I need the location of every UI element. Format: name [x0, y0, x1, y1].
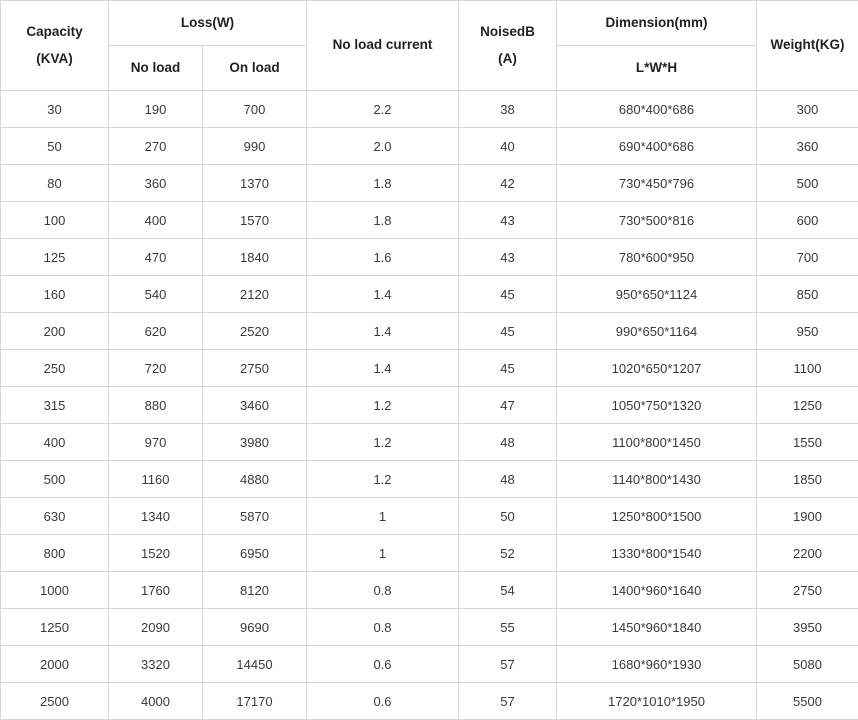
cell-weight: 500: [757, 165, 858, 202]
cell-no-load: 720: [109, 350, 203, 387]
cell-weight: 3950: [757, 609, 858, 646]
table-row: [1, 387, 858, 424]
cell-no-load-current: 0.8: [307, 572, 459, 609]
cell-noise: 45: [459, 350, 557, 387]
cell-noise: 48: [459, 424, 557, 461]
cell-no-load-current: 1.8: [307, 202, 459, 239]
cell-capacity: 250: [1, 350, 109, 387]
cell-noise: 38: [459, 91, 557, 128]
cell-noise: 45: [459, 313, 557, 350]
cell-weight: 2200: [757, 535, 858, 572]
cell-no-load: 1520: [109, 535, 203, 572]
cell-capacity: 2500: [1, 683, 109, 720]
cell-no-load-current: 1.8: [307, 165, 459, 202]
header-capacity: [1, 1, 109, 91]
cell-weight: 360: [757, 128, 858, 165]
header-noise-line1: NoisedB: [459, 24, 556, 41]
table-row: [1, 572, 858, 609]
cell-dimension: 690*400*686: [557, 128, 757, 165]
cell-weight: 5500: [757, 683, 858, 720]
cell-weight: 700: [757, 239, 858, 276]
cell-dimension: 1330*800*1540: [557, 535, 757, 572]
cell-capacity: 630: [1, 498, 109, 535]
cell-weight: 950: [757, 313, 858, 350]
cell-no-load: 540: [109, 276, 203, 313]
cell-capacity: 500: [1, 461, 109, 498]
cell-noise: 52: [459, 535, 557, 572]
table-header: [1, 1, 858, 91]
header-no-load-current: No load current: [307, 1, 459, 91]
cell-capacity: 30: [1, 91, 109, 128]
cell-on-load: 2120: [203, 276, 307, 313]
cell-dimension: 950*650*1124: [557, 276, 757, 313]
header-noise-line2: (A): [459, 51, 556, 68]
cell-on-load: 3980: [203, 424, 307, 461]
table-row: [1, 165, 858, 202]
cell-weight: 2750: [757, 572, 858, 609]
cell-no-load: 190: [109, 91, 203, 128]
cell-no-load: 1160: [109, 461, 203, 498]
cell-noise: 48: [459, 461, 557, 498]
cell-on-load: 1370: [203, 165, 307, 202]
cell-dimension: 1140*800*1430: [557, 461, 757, 498]
cell-noise: 54: [459, 572, 557, 609]
cell-weight: 300: [757, 91, 858, 128]
cell-noise: 47: [459, 387, 557, 424]
cell-capacity: 125: [1, 239, 109, 276]
cell-weight: 600: [757, 202, 858, 239]
cell-no-load-current: 0.6: [307, 646, 459, 683]
header-row-top: [1, 1, 858, 46]
header-capacity-line2: (KVA): [1, 51, 108, 68]
cell-on-load: 5870: [203, 498, 307, 535]
table-row: [1, 202, 858, 239]
table-row: [1, 91, 858, 128]
cell-no-load-current: 1.4: [307, 313, 459, 350]
cell-weight: 850: [757, 276, 858, 313]
table-row: [1, 461, 858, 498]
cell-capacity: 80: [1, 165, 109, 202]
cell-on-load: 2520: [203, 313, 307, 350]
cell-weight: 1550: [757, 424, 858, 461]
cell-no-load-current: 1.6: [307, 239, 459, 276]
cell-on-load: 9690: [203, 609, 307, 646]
cell-capacity: 50: [1, 128, 109, 165]
cell-on-load: 700: [203, 91, 307, 128]
cell-no-load: 620: [109, 313, 203, 350]
table-row: [1, 276, 858, 313]
cell-dimension: 730*450*796: [557, 165, 757, 202]
header-dimension-sub: L*W*H: [557, 46, 757, 91]
cell-on-load: 990: [203, 128, 307, 165]
cell-no-load: 400: [109, 202, 203, 239]
cell-on-load: 14450: [203, 646, 307, 683]
cell-dimension: 730*500*816: [557, 202, 757, 239]
cell-dimension: 1100*800*1450: [557, 424, 757, 461]
cell-dimension: 780*600*950: [557, 239, 757, 276]
cell-weight: 1250: [757, 387, 858, 424]
cell-no-load-current: 1.2: [307, 461, 459, 498]
cell-no-load-current: 1.4: [307, 350, 459, 387]
cell-capacity: 2000: [1, 646, 109, 683]
cell-capacity: 160: [1, 276, 109, 313]
cell-no-load-current: 0.6: [307, 683, 459, 720]
cell-no-load: 270: [109, 128, 203, 165]
cell-noise: 45: [459, 276, 557, 313]
cell-no-load: 970: [109, 424, 203, 461]
cell-no-load: 1340: [109, 498, 203, 535]
header-loss-no-load: No load: [109, 46, 203, 91]
table-body: [1, 91, 858, 720]
cell-noise: 50: [459, 498, 557, 535]
cell-noise: 40: [459, 128, 557, 165]
cell-capacity: 800: [1, 535, 109, 572]
cell-dimension: 1050*750*1320: [557, 387, 757, 424]
cell-no-load: 360: [109, 165, 203, 202]
table-row: [1, 646, 858, 683]
table-row: [1, 239, 858, 276]
cell-capacity: 1000: [1, 572, 109, 609]
header-weight: Weight(KG): [757, 1, 858, 91]
header-loss-group: Loss(W): [109, 1, 307, 46]
cell-no-load: 3320: [109, 646, 203, 683]
cell-weight: 1100: [757, 350, 858, 387]
cell-no-load: 470: [109, 239, 203, 276]
cell-capacity: 315: [1, 387, 109, 424]
cell-noise: 43: [459, 202, 557, 239]
cell-no-load: 880: [109, 387, 203, 424]
table-row: [1, 424, 858, 461]
table-row: [1, 535, 858, 572]
cell-no-load-current: 1.2: [307, 387, 459, 424]
cell-no-load: 1760: [109, 572, 203, 609]
table-row: [1, 128, 858, 165]
cell-no-load-current: 1.4: [307, 276, 459, 313]
cell-no-load-current: 1.2: [307, 424, 459, 461]
table-row: [1, 350, 858, 387]
cell-dimension: 1250*800*1500: [557, 498, 757, 535]
cell-on-load: 3460: [203, 387, 307, 424]
cell-noise: 57: [459, 646, 557, 683]
cell-dimension: 1400*960*1640: [557, 572, 757, 609]
cell-on-load: 17170: [203, 683, 307, 720]
cell-dimension: 990*650*1164: [557, 313, 757, 350]
cell-noise: 57: [459, 683, 557, 720]
cell-dimension: 1020*650*1207: [557, 350, 757, 387]
cell-capacity: 400: [1, 424, 109, 461]
header-dimension-group: Dimension(mm): [557, 1, 757, 46]
cell-noise: 43: [459, 239, 557, 276]
header-capacity-line1: Capacity: [1, 24, 108, 41]
header-noise: [459, 1, 557, 91]
cell-dimension: 680*400*686: [557, 91, 757, 128]
cell-weight: 1850: [757, 461, 858, 498]
cell-no-load-current: 1: [307, 498, 459, 535]
cell-no-load-current: 2.2: [307, 91, 459, 128]
table-row: [1, 609, 858, 646]
header-loss-on-load: On load: [203, 46, 307, 91]
cell-no-load-current: 0.8: [307, 609, 459, 646]
cell-dimension: 1450*960*1840: [557, 609, 757, 646]
cell-no-load-current: 2.0: [307, 128, 459, 165]
table-row: [1, 498, 858, 535]
cell-no-load: 4000: [109, 683, 203, 720]
cell-dimension: 1680*960*1930: [557, 646, 757, 683]
cell-on-load: 1570: [203, 202, 307, 239]
cell-on-load: 4880: [203, 461, 307, 498]
cell-on-load: 2750: [203, 350, 307, 387]
cell-on-load: 8120: [203, 572, 307, 609]
cell-dimension: 1720*1010*1950: [557, 683, 757, 720]
cell-weight: 1900: [757, 498, 858, 535]
table-row: [1, 683, 858, 720]
cell-capacity: 200: [1, 313, 109, 350]
cell-on-load: 6950: [203, 535, 307, 572]
cell-no-load-current: 1: [307, 535, 459, 572]
cell-no-load: 2090: [109, 609, 203, 646]
cell-noise: 55: [459, 609, 557, 646]
cell-capacity: 100: [1, 202, 109, 239]
table-row: [1, 313, 858, 350]
cell-capacity: 1250: [1, 609, 109, 646]
cell-weight: 5080: [757, 646, 858, 683]
cell-noise: 42: [459, 165, 557, 202]
cell-on-load: 1840: [203, 239, 307, 276]
